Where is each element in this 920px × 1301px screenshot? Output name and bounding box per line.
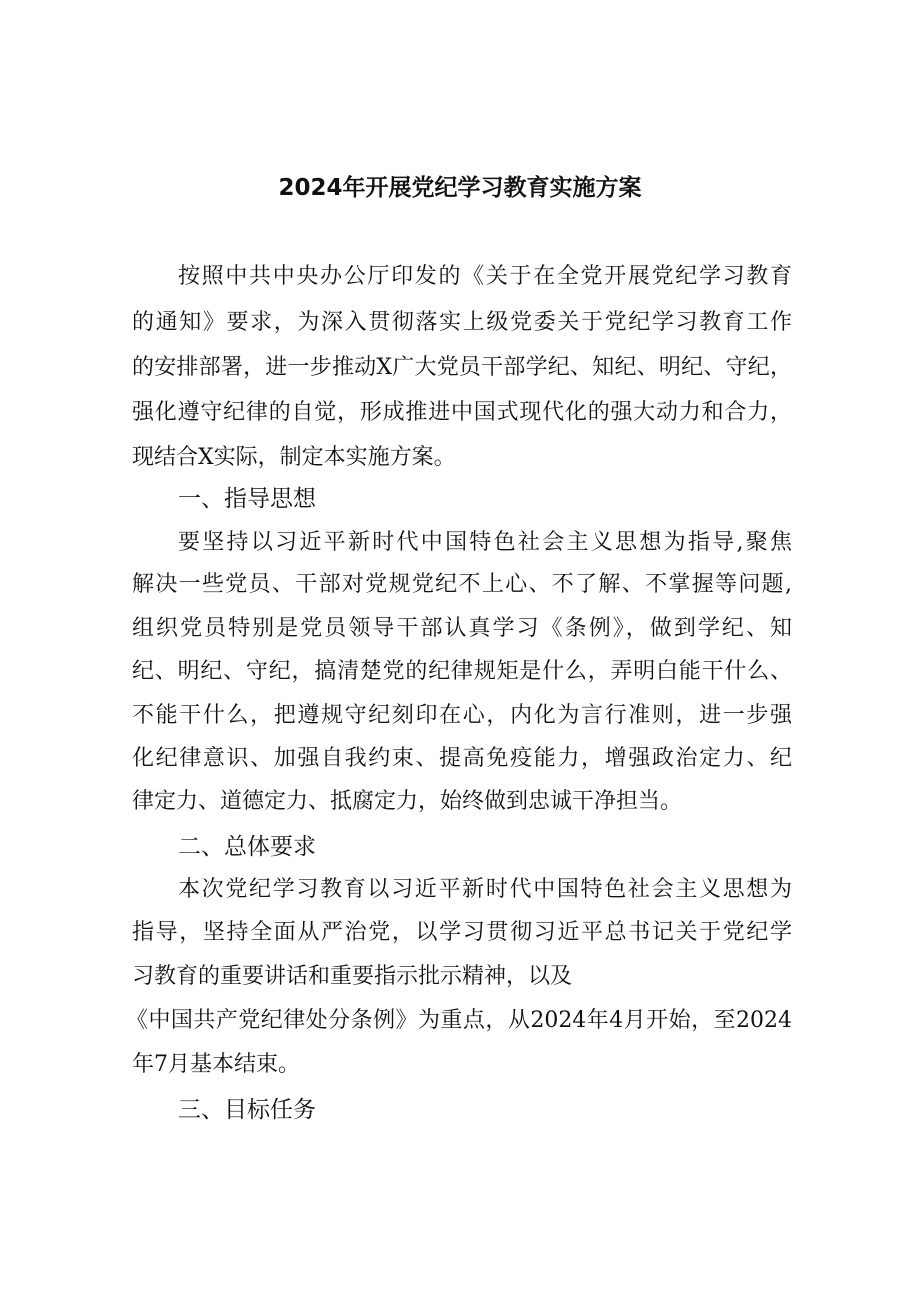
section-heading-1: 一、指导思想 [178,486,316,512]
section1-line-4: 纪、明纪、守纪，搞清楚党的纪律规矩是什么，弄明白能干什么、 [132,659,792,684]
section-heading-3: 三、目标任务 [178,1097,316,1123]
section2-line-4: 《中国共产党纪律处分条例》为重点，从2024年4月开始，至2024 [126,1008,792,1033]
section1-line-2: 解决一些党员、干部对党规党纪不上心、不了解、不掌握等问题, [132,572,792,597]
intro-line-2: 的通知》要求，为深入贯彻落实上级党委关于党纪学习教育工作 [132,310,792,335]
section2-line-2: 指导，坚持全面从严治党，以学习贯彻习近平总书记关于党纪学 [132,920,792,945]
section1-line-7: 律定力、道德定力、抵腐定力，始终做到忠诚干净担当。 [132,789,683,814]
intro-line-4: 强化遵守纪律的自觉，形成推进中国式现代化的强大动力和合力， [132,400,792,425]
intro-line-5: 现结合X实际，制定本实施方案。 [132,445,456,470]
section1-line-3: 组织党员特别是党员领导干部认真学习《条例》，做到学纪、知 [132,616,792,641]
section2-line-5: 年7月基本结束。 [132,1052,300,1077]
intro-line-3: 的安排部署，进一步推动X广大党员干部学纪、知纪、明纪、守纪， [132,355,792,380]
section1-line-1: 要坚持以习近平新时代中国特色社会主义思想为指导,聚焦 [178,530,792,555]
section1-line-5: 不能干什么，把遵规守纪刻印在心，内化为言行准则，进一步强 [132,703,792,728]
section-heading-2: 二、总体要求 [178,834,316,860]
intro-line-1: 按照中共中央办公厅印发的《关于在全党开展党纪学习教育 [178,264,792,289]
document-title: 2024年开展党纪学习教育实施方案 [278,175,642,201]
section2-line-3: 习教育的重要讲话和重要指示批示精神，以及 [132,964,573,989]
section2-line-1: 本次党纪学习教育以习近平新时代中国特色社会主义思想为 [178,877,792,902]
section1-line-6: 化纪律意识、加强自我约束、提高免疫能力，增强政治定力、纪 [132,746,792,771]
